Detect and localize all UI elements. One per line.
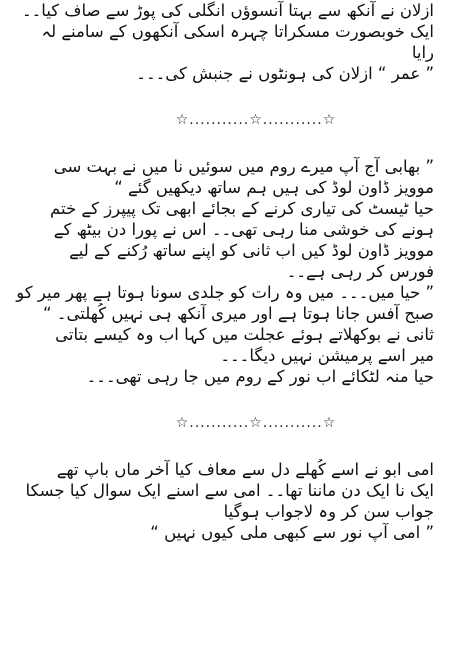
text-line: ثانی نے بوکھلاتے ہوئے عجلت میں کہا اب وہ کیسے بتاتی [55,325,434,344]
text-line: رایا [411,43,434,62]
text-line: ” امی آپ نور سے کبھی ملی کیوں نہیں “ [150,523,434,542]
paragraph-block-2 [14,156,438,387]
text-line: موویز ڈاون لوڈ کی ہیں ہم ساتھ دیکھیں گئے “ [114,178,434,197]
text-line: صبح آفس جانا ہوتا ہے اور میری آنکھ ہی نہیں کُھلتی۔ “ [43,304,434,323]
text-line: جواب سن کر وہ لاجواب ہوگیا [223,502,434,521]
text-line: میر اسے پرمیشن نہیں دیگا۔۔۔ [220,346,434,365]
text-line: امی ابو نے اسے کُھلے دل سے معاف کیا آخر ماں باپ تھے [56,460,434,479]
text-line: ازلان نے آنکھ سے بہتا آنسوؤں انگلی کی پوڑ سے صاف کیا۔۔ [21,1,434,20]
text-line: ” عمر “ ازلان کی ہونٹوں نے جنبش کی۔۔۔ [136,64,434,83]
text-line: ایک نا ایک دن ماننا تھا۔۔ امی سے اسنے ایک سوال کیا جسکا [25,481,434,500]
text-line: حیا ٹیسٹ کی تیاری کرنے کے بجائے ابھی تک پیپرز کے ختم [50,199,434,218]
text-line: موویز ڈاون لوڈ کیں اب ثانی کو اپنے ساتھ رُکنے کے لیے [69,241,434,260]
text-line: ” بھابی آج آپ میرے روم میں سوئیں نا میں نے بہت سی [53,157,434,176]
text-line: ایک خوبصورت مسکراتا چہرہ اسکی آنکھوں کے سامنے لہ [41,22,434,41]
paragraph-block-1 [14,0,438,84]
section-divider: ☆...........☆...........☆ [175,112,337,128]
text-line: فورس کر رہی ہے۔۔ [286,262,434,281]
text-line: حیا منہ لٹکائے اب نور کے روم میں جا رہی تھی۔۔۔ [86,367,434,386]
paragraph-block-3 [14,459,438,543]
section-divider: ☆...........☆...........☆ [175,415,337,431]
text-line: ” حیا میں۔۔۔ میں وہ رات کو جلدی سونا ہوتا ہے پھر میر کو [16,283,434,302]
text-line: ہونے کی خوشی منا رہی تھی۔۔ اس نے پورا دن بیٹھ کے [53,220,434,239]
